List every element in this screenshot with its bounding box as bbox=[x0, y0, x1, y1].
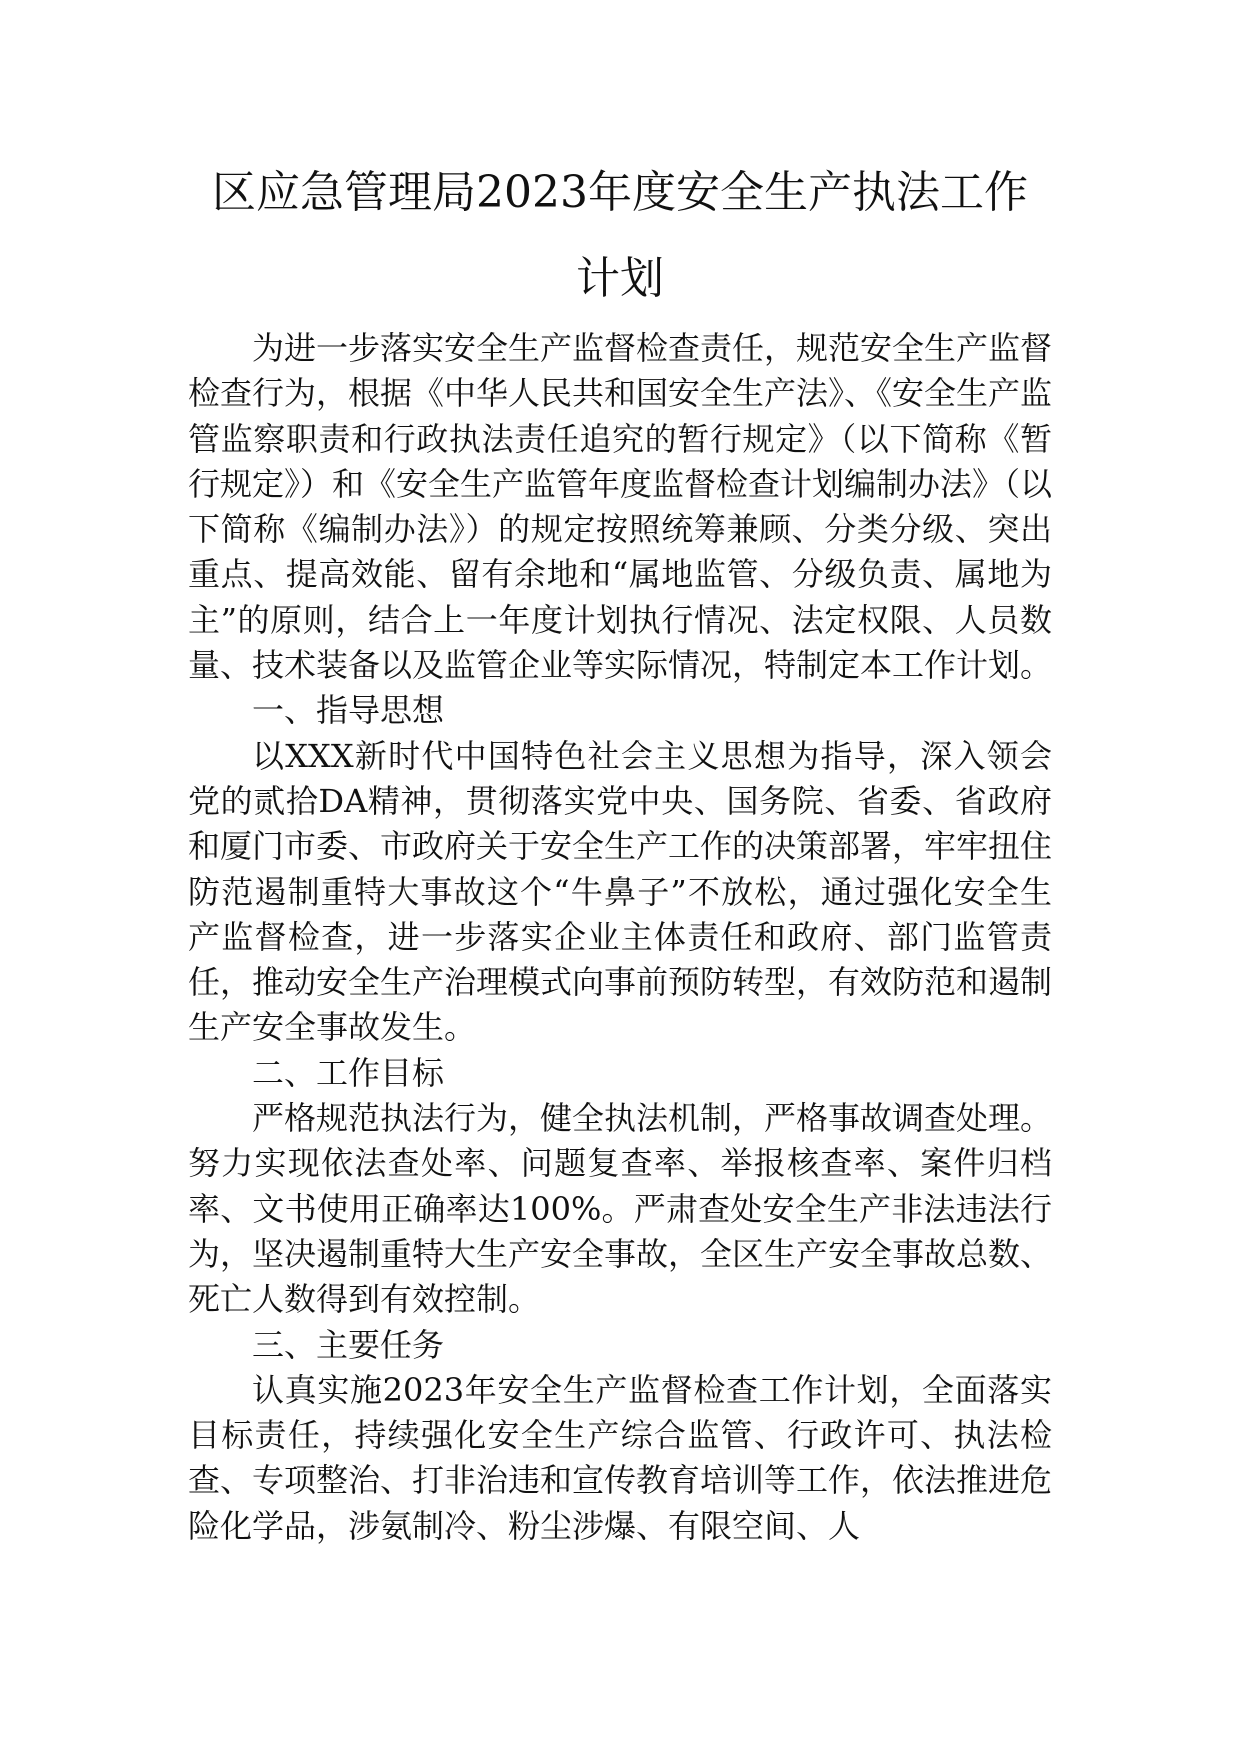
section-heading-main-tasks: 三、主要任务 bbox=[252, 1325, 445, 1364]
document-page bbox=[188, 150, 1052, 1549]
section-paragraph-work-goals: 严格规范执法行为，健全执法机制，严格事故调查处理。努力实现依法查处率、问题复查率、举报核查率、案件归档率、文书使用正确率达100%。严肃查处安全生产非法违法行为，坚决遏制重特大生产安全事故，全区生产安全事故总数、死亡人数得到有效控制。 bbox=[188, 1099, 1053, 1319]
section-heading-guiding-ideology: 一、指导思想 bbox=[252, 691, 445, 730]
section-paragraph-main-tasks: 认真实施2023年安全生产监督检查工作计划，全面落实目标责任，持续强化安全生产综合监管、行政许可、执法检查、专项整治、打非治违和宣传教育培训等工作，依法推进危险化学品，涉氨制冷、粉尘涉爆、有限空间、人 bbox=[188, 1370, 1053, 1545]
section-paragraph-guiding-ideology: 以XXX新时代中国特色社会主义思想为指导，深入领会党的贰拾DA精神，贯彻落实党中央、国务院、省委、省政府和厦门市委、市政府关于安全生产工作的决策部署，牢牢扭住防范遏制重特大事故这个“牛鼻子”不放松，通过强化安全生产监督检查，进一步落实企业主体责任和政府、部门监管责任，推动安全生产治理模式向事前预防转型，有效防范和遏制生产安全事故发生。 bbox=[188, 736, 1053, 1047]
intro-paragraph: 为进一步落实安全生产监督检查责任，规范安全生产监督检查行为，根据《中华人民共和国安全生产法》、《安全生产监管监察职责和行政执法责任追究的暂行规定》（以下简称《暂行规定》）和《安全生产监管年度监督检查计划编制办法》（以下简称《编制办法》）的规定按照统筹兼顾、分类分级、突出重点、提高效能、留有余地和“属地监管、分级负责、属地为主”的原则，结合上一年度计划执行情况、法定权限、人员数量、技术装备以及监管企业等实际情况，特制定本工作计划。 bbox=[188, 329, 1053, 685]
title-line-1: 区应急管理局2023年度安全生产执法工作 bbox=[212, 167, 1028, 218]
document-title bbox=[188, 150, 1052, 322]
document-body bbox=[188, 326, 1052, 1549]
section-heading-work-goals: 二、工作目标 bbox=[252, 1053, 445, 1092]
title-line-2: 计划 bbox=[576, 253, 664, 304]
